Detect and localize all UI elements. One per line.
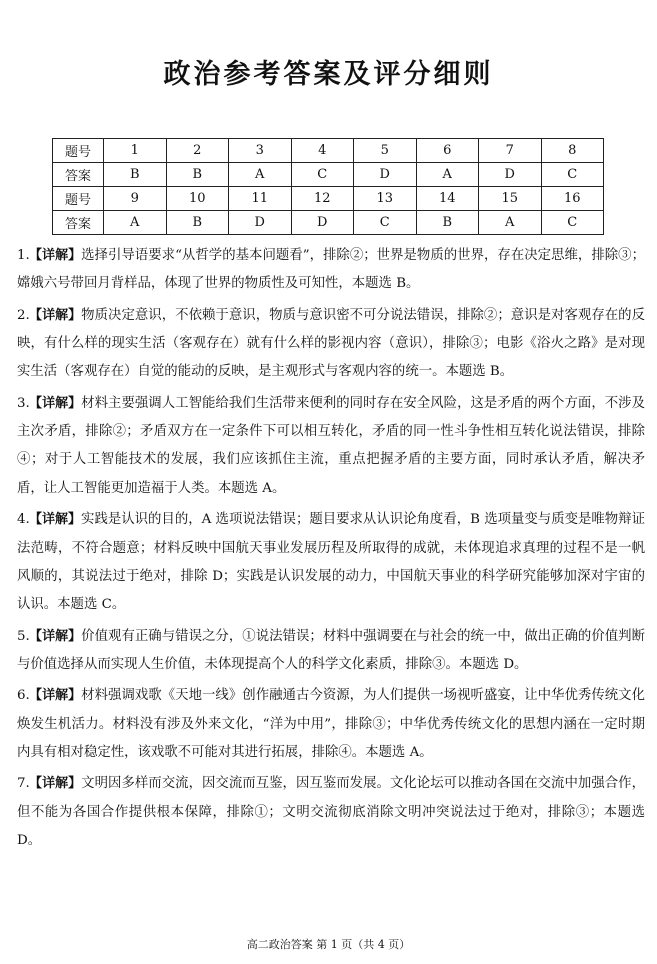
item-text: 材料主要强调人工智能给我们生活带来便利的同时存在安全风险，这是矛盾的两个方面，不涉及主次矛盾，排除②；矛盾双方在一定条件下可以相互转化，矛盾的同一性斗争性相互转化说法错误，排除④；对于人工智能技术的发展，我们应该抓住主流，重点把握矛盾的主要方面，同时承认矛盾，解决矛盾，让人工智能更加造福于人类。本题选 A。 (17, 395, 645, 496)
answer-cell: 7 (479, 139, 542, 163)
row-label-cell: 题号 (53, 187, 104, 211)
answer-cell: 4 (291, 139, 354, 163)
item-number: 6. (17, 688, 30, 704)
item-number: 3. (17, 395, 30, 411)
answer-cell: 12 (291, 187, 354, 211)
answer-cell: C (541, 211, 604, 235)
item-tag: 【详解】 (29, 628, 82, 644)
page-title: 政治参考答案及评分细则 (163, 59, 494, 90)
answer-cell: 3 (229, 139, 292, 163)
item-tag: 【详解】 (29, 688, 82, 704)
item-tag: 【详解】 (29, 395, 82, 411)
answer-cell: 5 (354, 139, 417, 163)
answer-cell: 13 (354, 187, 417, 211)
item-tag: 【详解】 (29, 307, 82, 323)
answer-cell: 11 (229, 187, 292, 211)
answer-cell: B (166, 163, 229, 187)
answer-cell: 2 (166, 139, 229, 163)
answer-table-row (53, 211, 604, 235)
answer-cell: 9 (104, 187, 167, 211)
answer-cell: B (104, 163, 167, 187)
answer-cell: B (166, 211, 229, 235)
answer-explanations (17, 242, 645, 859)
row-label-cell: 答案 (53, 163, 104, 187)
answer-cell: C (354, 211, 417, 235)
item-tag: 【详解】 (29, 776, 82, 792)
answer-explanation-item (17, 506, 645, 619)
item-number: 4. (17, 512, 30, 528)
answer-explanation-item (17, 242, 645, 299)
answer-cell: 14 (416, 187, 479, 211)
item-text: 实践是认识的目的，A 选项说法错误；题目要求从认识论角度看，B 选项量变与质变是唯物辩证法范畴，不符合题意；材料反映中国航天事业发展历程及所取得的成就，未体现追求真理的过程不是一帆风顺的，其说法过于绝对，排除 D；实践是认识发展的动力，中国航天事业的科学研究能够加深对宇宙的认识。本题选 C。 (17, 512, 645, 613)
item-number: 7. (17, 776, 30, 792)
answer-cell: A (229, 163, 292, 187)
answer-table-row (53, 187, 604, 211)
answer-explanation-item (17, 770, 645, 855)
answer-cell: 8 (541, 139, 604, 163)
answer-table-row (53, 139, 604, 163)
answer-explanation-item (17, 623, 645, 680)
item-number: 5. (17, 628, 30, 644)
answer-cell: D (479, 163, 542, 187)
answer-cell: 10 (166, 187, 229, 211)
item-text: 材料强调戏歌《天地一线》创作融通古今资源，为人们提供一场视听盛宴，让中华优秀传统文化焕发生机活力。材料没有涉及外来文化，“洋为中用”，排除③；中华优秀传统文化的思想内涵在一定时期内具有相对稳定性，该戏歌不可能对其进行拓展，排除④。本题选 A。 (17, 688, 645, 760)
item-number: 2. (17, 307, 30, 323)
item-text: 价值观有正确与错误之分，①说法错误；材料中强调要在与社会的统一中，做出正确的价值判断与价值选择从而实现人生价值，未体现提高个人的科学文化素质，排除③。本题选 D。 (17, 628, 645, 672)
answer-cell: A (479, 211, 542, 235)
answer-cell: 16 (541, 187, 604, 211)
answer-explanation-item (17, 682, 645, 767)
item-tag: 【详解】 (29, 248, 82, 263)
answer-cell: D (229, 211, 292, 235)
answer-cell: A (104, 211, 167, 235)
answer-cell: B (416, 211, 479, 235)
answer-cell: 1 (104, 139, 167, 163)
answer-table (52, 138, 604, 235)
answer-cell: C (541, 163, 604, 187)
row-label-cell: 答案 (53, 211, 104, 235)
answer-cell: 15 (479, 187, 542, 211)
answer-explanation-item (17, 390, 645, 503)
item-number: 1. (17, 248, 30, 263)
answer-cell: C (291, 163, 354, 187)
item-tag: 【详解】 (29, 512, 82, 528)
answer-cell: D (354, 163, 417, 187)
row-label-cell: 题号 (53, 139, 104, 163)
page-footer: 高二政治答案 第 1 页（共 4 页） (246, 938, 411, 951)
answer-cell: 6 (416, 139, 479, 163)
answer-explanation-item (17, 302, 645, 387)
answer-cell: A (416, 163, 479, 187)
item-text: 选择引导语要求“从哲学的基本问题看”，排除②；世界是物质的世界，存在决定思维，排除③；嫦娥六号带回月背样品，体现了世界的物质性及可知性，本题选 B。 (17, 248, 645, 292)
answer-table-row (53, 163, 604, 187)
item-text: 文明因多样而交流，因交流而互鉴，因互鉴而发展。文化论坛可以推动各国在交流中加强合作，但不能为各国合作提供根本保障，排除①；文明交流彻底消除文明冲突说法过于绝对，排除③；本题选 D。 (17, 776, 645, 849)
answer-cell: D (291, 211, 354, 235)
item-text: 物质决定意识，不依赖于意识，物质与意识密不可分说法错误，排除②；意识是对客观存在的反映，有什么样的现实生活（客观存在）就有什么样的影视内容（意识），排除③；电影《浴火之路》是对现实生活（客观存在）自觉的能动的反映，是主观形式与客观内容的统一。本题选 B。 (17, 307, 645, 380)
